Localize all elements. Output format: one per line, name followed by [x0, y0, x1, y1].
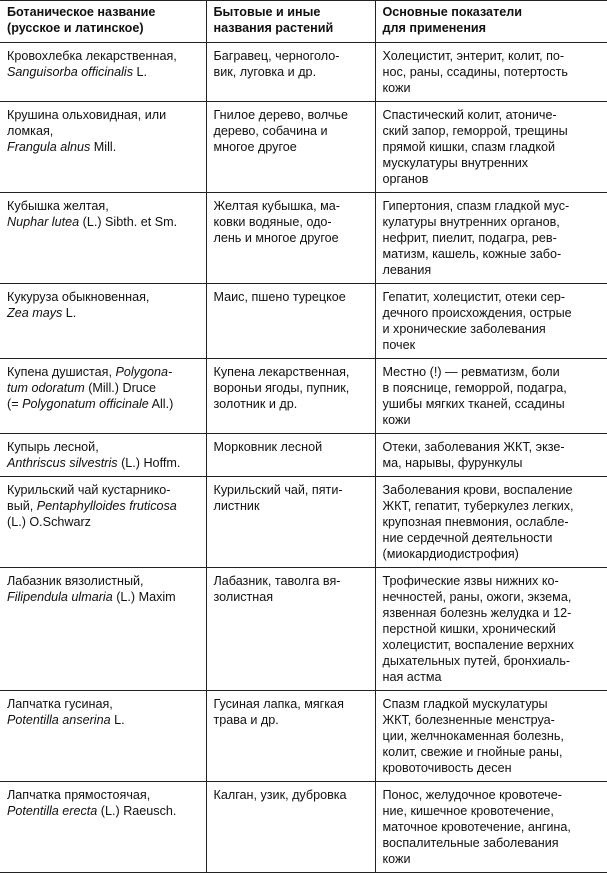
- indications-cell-line: ние, кишечное кровотечение,: [382, 804, 554, 818]
- indications-cell-line: в пояснице, геморрой, подагра,: [382, 381, 567, 395]
- latin-name: Potentilla anserina: [7, 713, 111, 727]
- name-text: L.: [110, 713, 125, 727]
- header-row: [0, 1, 607, 43]
- name-text: ломкая,: [7, 124, 54, 138]
- indications-cell-line: ский запор, геморрой, трещины: [382, 124, 568, 138]
- botanical-name-cell: [0, 284, 206, 359]
- name-text: (=: [7, 397, 23, 411]
- latin-name: Anthriscus silvestris: [7, 456, 118, 470]
- common-names-cell: [206, 568, 375, 691]
- header-uses: Основные показатели для применения: [375, 1, 607, 43]
- indications-cell: [375, 691, 607, 782]
- botanical-name-line: [7, 696, 202, 712]
- common-names-cell-line: Гнилое дерево, волчье: [213, 108, 348, 122]
- indications-cell: [375, 284, 607, 359]
- common-names-cell: [206, 284, 375, 359]
- botanical-name-line: [7, 107, 202, 123]
- latin-name: Pentaphylloides fruticosa: [36, 499, 177, 513]
- common-names-cell-line: Лабазник, таволга вя-: [213, 574, 341, 588]
- botanical-name-line: [7, 289, 202, 305]
- common-names-cell-line: дерево, собачина и: [213, 124, 328, 138]
- table-row: [0, 284, 607, 359]
- common-names-cell: [206, 359, 375, 434]
- common-names-cell-line: многое другое: [213, 140, 297, 154]
- name-text: All.): [148, 397, 174, 411]
- common-names-cell: [206, 782, 375, 873]
- table-row: [0, 359, 607, 434]
- common-names-cell-line: Купена лекарственная,: [213, 365, 350, 379]
- botanical-name-cell: [0, 782, 206, 873]
- botanical-name-cell: [0, 434, 206, 477]
- botanical-name-line: [7, 439, 202, 455]
- botanical-name-line: [7, 198, 202, 214]
- name-text: (L.) Hoffm.: [117, 456, 181, 470]
- indications-cell-line: Трофические язвы нижних ко-: [382, 574, 559, 588]
- table-row: [0, 782, 607, 873]
- botanical-name-line: [7, 482, 202, 498]
- latin-name: Sanguisorba officinalis: [7, 65, 134, 79]
- indications-cell-line: Понос, желудочное кровотече-: [382, 788, 562, 802]
- botanical-name-line: [7, 305, 202, 321]
- indications-cell-line: Гипертония, спазм гладкой мус-: [382, 199, 570, 213]
- indications-cell-line: (миокардиодистрофия): [382, 547, 519, 561]
- indications-cell-line: мускулатуры внутренних: [382, 156, 529, 170]
- common-names-cell-line: Желтая кубышка, ма-: [213, 199, 340, 213]
- common-names-cell-line: Багравец, черноголо-: [213, 49, 340, 63]
- indications-cell-line: ции, желчнокаменная болезнь,: [382, 729, 564, 743]
- indications-cell-line: кожи: [382, 852, 411, 866]
- name-text: Лапчатка гусиная,: [7, 697, 113, 711]
- botanical-name-line: [7, 214, 202, 230]
- common-names-cell-line: лень и многое другое: [213, 231, 339, 245]
- latin-name: Filipendula ulmaria: [7, 590, 113, 604]
- latin-name: Potentilla erecta: [7, 804, 98, 818]
- indications-cell-line: Спастический колит, атониче-: [382, 108, 557, 122]
- common-names-cell: [206, 477, 375, 568]
- common-names-cell-line: вик, луговка и др.: [213, 65, 317, 79]
- common-names-cell: [206, 193, 375, 284]
- common-names-cell-line: Маис, пшено турецкое: [213, 290, 346, 304]
- botanical-name-cell: [0, 102, 206, 193]
- name-text: Кукуруза обыкновенная,: [7, 290, 150, 304]
- indications-cell-line: язвенная болезнь желудка и 12-: [382, 606, 572, 620]
- name-text: Кровохлебка лекарственная,: [7, 49, 177, 63]
- botanical-name-line: [7, 712, 202, 728]
- indications-cell-line: Спазм гладкой мускулатуры: [382, 697, 548, 711]
- indications-cell-line: дечного происхождения, острые: [382, 306, 572, 320]
- botanical-name-line: [7, 396, 202, 412]
- name-text: Курильский чай кустарнико-: [7, 483, 171, 497]
- common-names-cell-line: золотник и др.: [213, 397, 298, 411]
- botanical-name-line: [7, 803, 202, 819]
- indications-cell-line: органов: [382, 172, 429, 186]
- name-text: Крушина ольховидная, или: [7, 108, 167, 122]
- indications-cell: [375, 193, 607, 284]
- botanical-name-cell: [0, 43, 206, 102]
- indications-cell: [375, 782, 607, 873]
- botanical-name-line: [7, 589, 202, 605]
- name-text: Лабазник вязолистный,: [7, 574, 144, 588]
- indications-cell-line: ЖКТ, болезненные менструа-: [382, 713, 555, 727]
- name-text: (Mill.) Druce: [84, 381, 157, 395]
- indications-cell-line: Местно (!) — ревматизм, боли: [382, 365, 560, 379]
- indications-cell-line: кожи: [382, 413, 411, 427]
- botanical-name-line: [7, 787, 202, 803]
- indications-cell-line: кулатуры внутренних органов,: [382, 215, 560, 229]
- botanical-name-line: [7, 380, 202, 396]
- name-text: Mill.: [90, 140, 117, 154]
- table-row: [0, 193, 607, 284]
- indications-cell-line: колит, свежие и гнойные раны,: [382, 745, 563, 759]
- name-text: Купырь лесной,: [7, 440, 99, 454]
- header-botanical: Ботаническое название (русское и латинское): [0, 1, 206, 43]
- indications-cell-line: ЖКТ, гепатит, туберкулез легких,: [382, 499, 574, 513]
- latin-name: Polygonatum officinale: [22, 397, 149, 411]
- table-row: [0, 43, 607, 102]
- indications-cell: [375, 43, 607, 102]
- indications-cell-line: ная астма: [382, 670, 442, 684]
- botanical-name-line: [7, 498, 202, 514]
- header-common: Бытовые и иные названия растений: [206, 1, 375, 43]
- botanical-name-line: [7, 123, 202, 139]
- latin-name: Zea mays: [7, 306, 63, 320]
- indications-cell-line: нефрит, пиелит, подагра, рев-: [382, 231, 557, 245]
- botanical-name-line: [7, 573, 202, 589]
- indications-cell-line: кожи: [382, 81, 411, 95]
- common-names-cell: [206, 434, 375, 477]
- common-names-cell-line: Курильский чай, пяти-: [213, 483, 343, 497]
- indications-cell: [375, 477, 607, 568]
- latin-name: Frangula alnus: [7, 140, 91, 154]
- table-row: [0, 102, 607, 193]
- indications-cell-line: Заболевания крови, воспаление: [382, 483, 573, 497]
- common-names-cell-line: Гусиная лапка, мягкая: [213, 697, 344, 711]
- common-names-cell-line: Морковник лесной: [213, 440, 323, 454]
- name-text: Купена душистая,: [7, 365, 116, 379]
- indications-cell-line: ушибы мягких тканей, ссадины: [382, 397, 565, 411]
- indications-cell-line: матизм, кашель, кожные забо-: [382, 247, 562, 261]
- indications-cell-line: дыхательных путей, бронхиаль-: [382, 654, 571, 668]
- name-text: (L.) Sibth. et Sm.: [79, 215, 178, 229]
- botanical-name-line: [7, 64, 202, 80]
- botanical-name-line: [7, 364, 202, 380]
- indications-cell-line: кровоточивость десен: [382, 761, 512, 775]
- botanical-name-line: [7, 48, 202, 64]
- latin-name: Nuphar lutea: [7, 215, 80, 229]
- indications-cell: [375, 568, 607, 691]
- name-text: (L.) O.Schwarz: [7, 515, 91, 529]
- botanical-name-cell: [0, 477, 206, 568]
- botanical-name-cell: [0, 691, 206, 782]
- latin-name: Polygona-: [115, 365, 173, 379]
- indications-cell-line: Гепатит, холецистит, отеки сер-: [382, 290, 566, 304]
- common-names-cell: [206, 43, 375, 102]
- indications-cell-line: перстной кишки, хронический: [382, 622, 556, 636]
- botanical-name-line: [7, 514, 202, 530]
- name-text: вый,: [7, 499, 37, 513]
- botanical-name-line: [7, 455, 202, 471]
- common-names-cell-line: ковки водяные, одо-: [213, 215, 332, 229]
- common-names-cell-line: Калган, узик, дубровка: [213, 788, 347, 802]
- common-names-cell-line: листник: [213, 499, 260, 513]
- table-row: [0, 434, 607, 477]
- common-names-cell-line: трава и др.: [213, 713, 279, 727]
- indications-cell-line: ние сердечной деятельности: [382, 531, 553, 545]
- common-names-cell-line: вороньи ягоды, пупник,: [213, 381, 350, 395]
- indications-cell-line: ма, нарывы, фурункулы: [382, 456, 523, 470]
- indications-cell-line: прямой кишки, спазм гладкой: [382, 140, 556, 154]
- table-row: [0, 568, 607, 691]
- indications-cell-line: Холецистит, энтерит, колит, по-: [382, 49, 565, 63]
- indications-cell-line: крупозная пневмония, ослабле-: [382, 515, 569, 529]
- botanical-name-cell: [0, 193, 206, 284]
- indications-cell-line: почек: [382, 338, 416, 352]
- indications-cell-line: нос, раны, ссадины, потертость: [382, 65, 568, 79]
- indications-cell-line: воспалительные заболевания: [382, 836, 559, 850]
- indications-cell: [375, 102, 607, 193]
- indications-cell-line: и хронические заболевания: [382, 322, 546, 336]
- table-row: [0, 691, 607, 782]
- indications-cell: [375, 434, 607, 477]
- name-text: Кубышка желтая,: [7, 199, 109, 213]
- name-text: (L.) Maxim: [112, 590, 176, 604]
- name-text: L.: [133, 65, 148, 79]
- indications-cell-line: маточное кровотечение, ангина,: [382, 820, 571, 834]
- name-text: (L.) Raeusch.: [97, 804, 177, 818]
- botanical-name-line: [7, 139, 202, 155]
- botanical-name-cell: [0, 359, 206, 434]
- botanical-name-cell: [0, 568, 206, 691]
- common-names-cell: [206, 691, 375, 782]
- indications-cell-line: левания: [382, 263, 432, 277]
- indications-cell-line: Отеки, заболевания ЖКТ, экзе-: [382, 440, 565, 454]
- name-text: Лапчатка прямостоячая,: [7, 788, 151, 802]
- indications-cell: [375, 359, 607, 434]
- common-names-cell: [206, 102, 375, 193]
- indications-cell-line: нечностей, раны, ожоги, экзема,: [382, 590, 572, 604]
- table-row: [0, 477, 607, 568]
- indications-cell-line: холецистит, воспаление верхних: [382, 638, 574, 652]
- latin-name: tum odoratum: [7, 381, 85, 395]
- name-text: L.: [62, 306, 77, 320]
- common-names-cell-line: золистная: [213, 590, 274, 604]
